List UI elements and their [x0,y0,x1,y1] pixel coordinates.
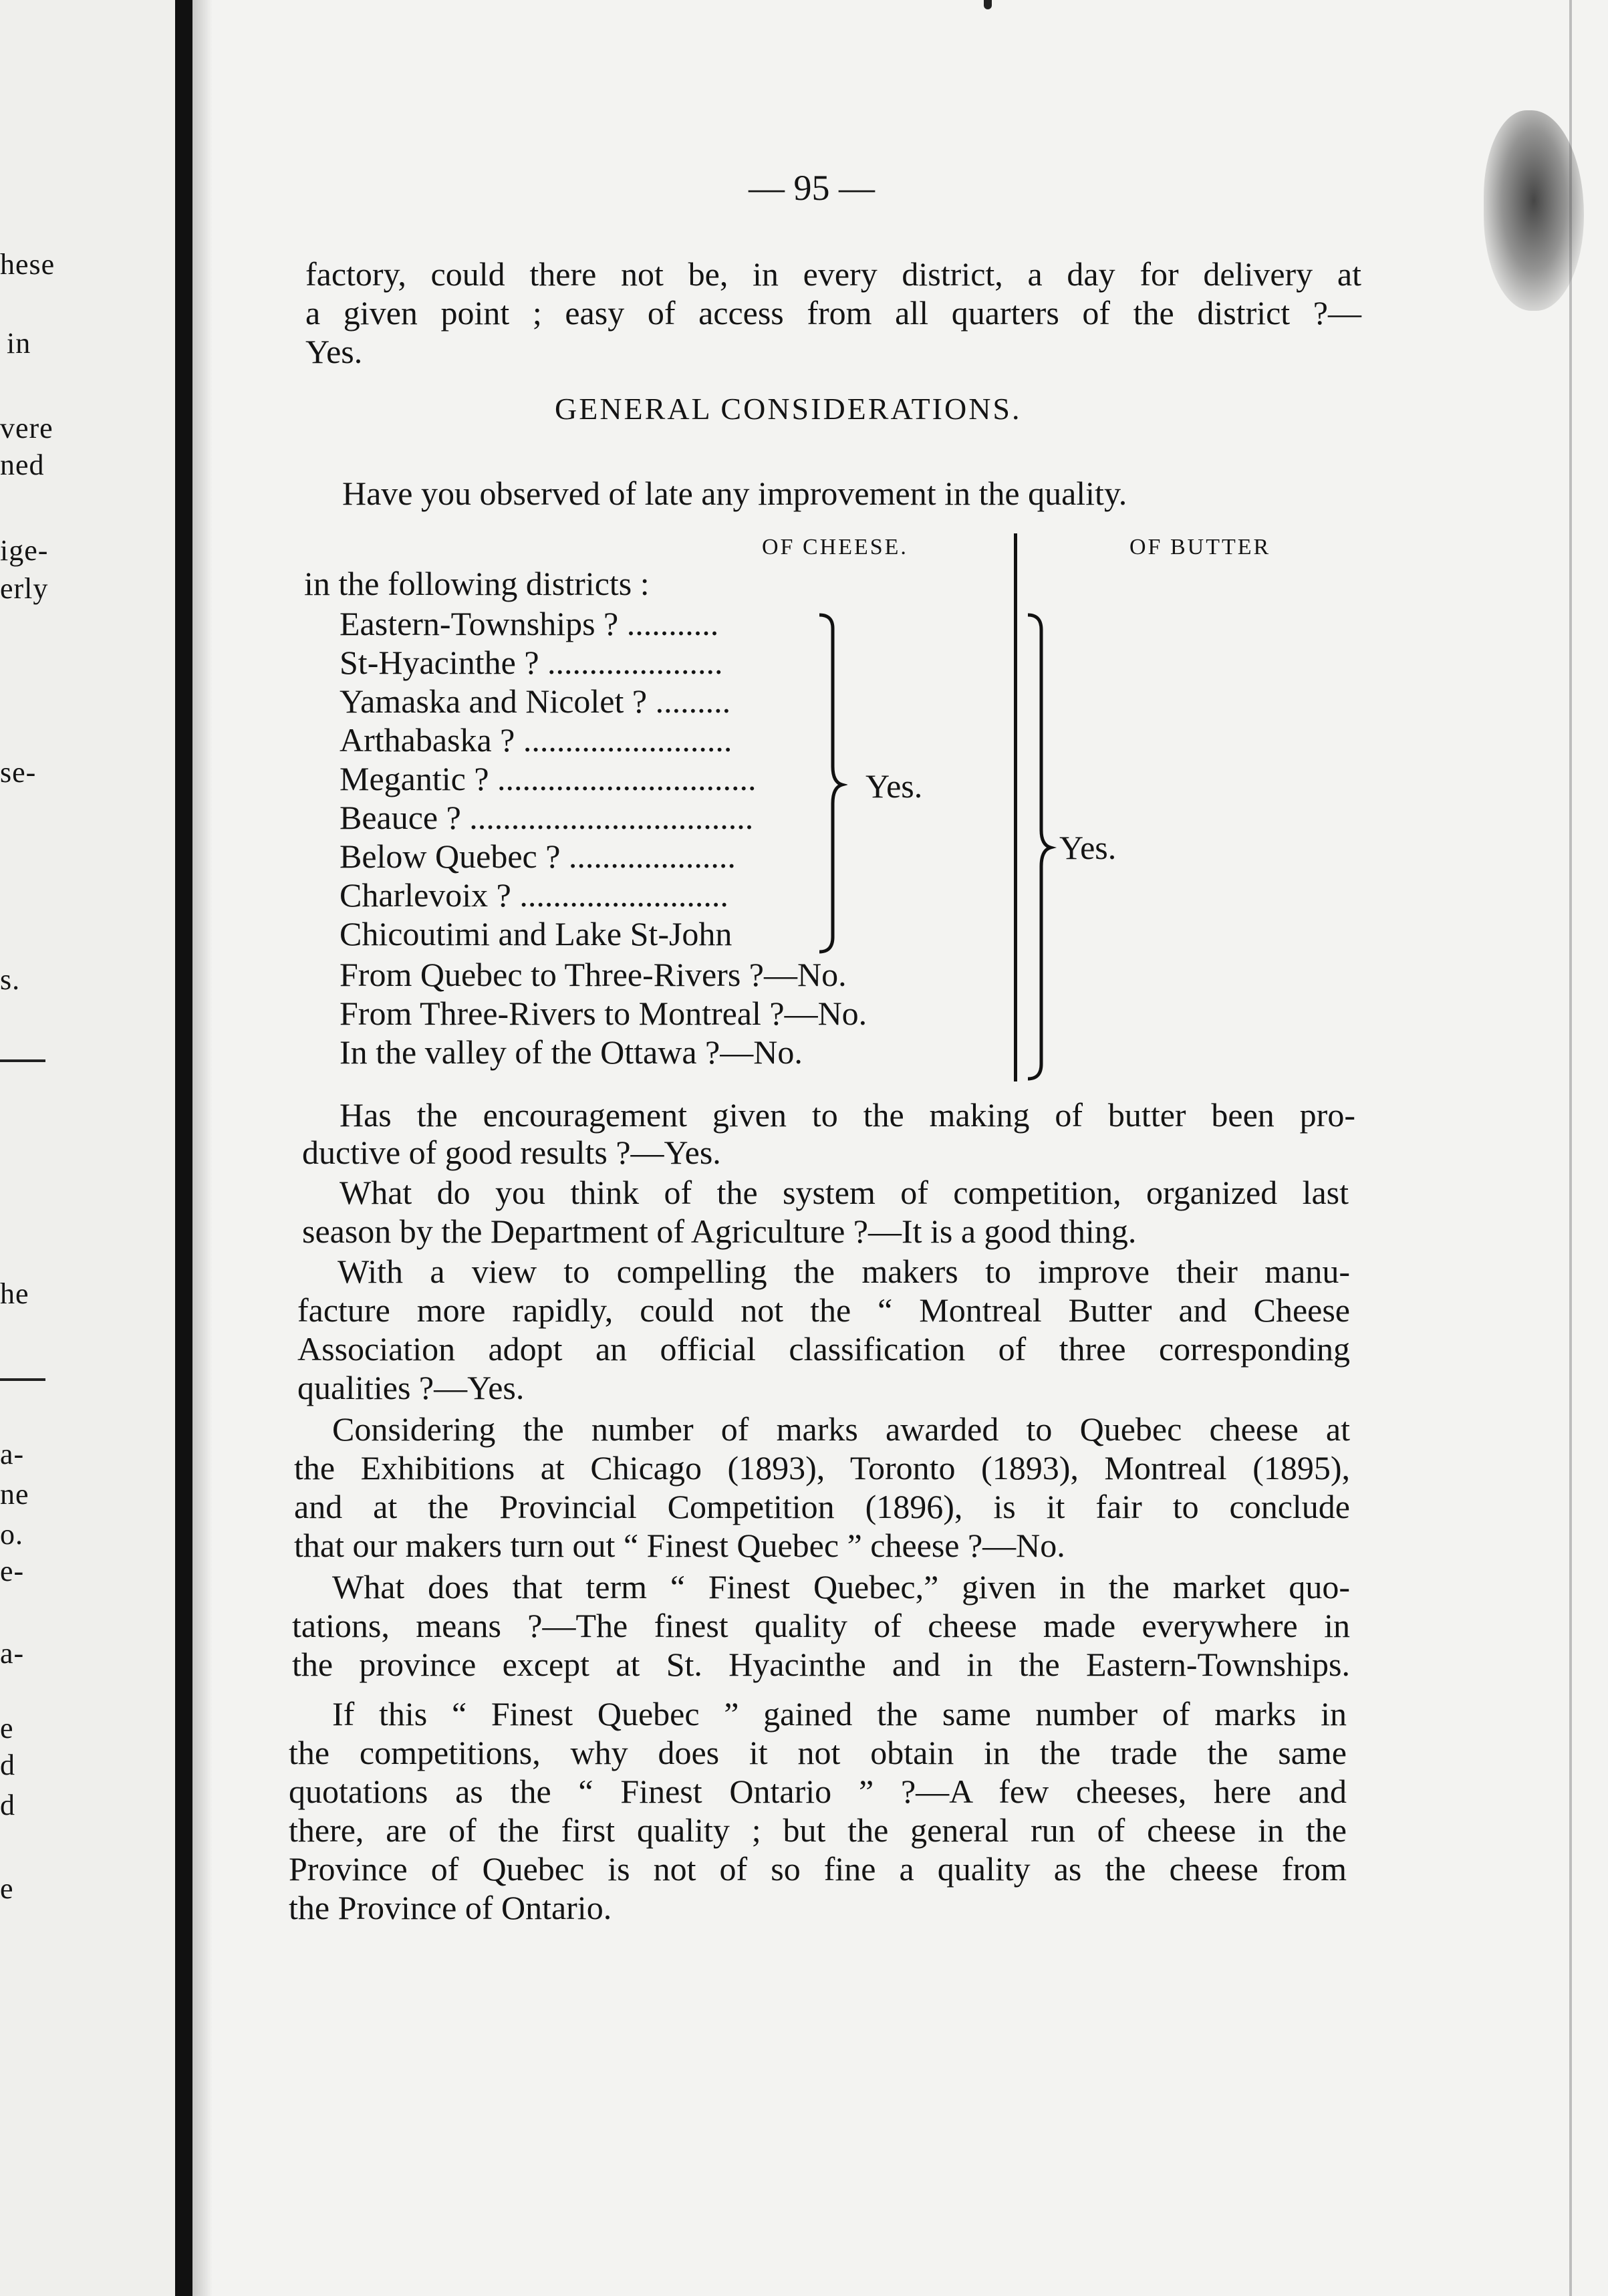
text-line: the province except at St. Hyacinthe and in the Eastern-Townships. [292,1646,1350,1683]
text-line: the Exhibitions at Chicago (1893), Toronto (1893), Montreal (1895), [294,1449,1350,1487]
text-line: a given point ; easy of access from all quarters of the district ?— [305,294,1361,332]
facing-fragment: e [0,1872,14,1905]
text-line: quotations as the “ Finest Ontario ” ?—A few cheeses, here and [289,1773,1347,1810]
no-line: In the valley of the Ottawa ?—No. [340,1033,803,1071]
question-intro: Have you observed of late any improvement in the quality. [342,475,1127,512]
facing-fragment: e [0,1712,14,1745]
text-line: that our makers turn out “ Finest Quebec ” cheese ?—No. [294,1527,1065,1564]
text-line: qualities ?—Yes. [297,1369,525,1406]
facing-fragment: a- [0,1438,25,1471]
text-line: Considering the number of marks awarded to Quebec cheese at [332,1410,1350,1448]
facing-fragment: s. [0,963,21,996]
butter-brace [1024,610,1057,1084]
facing-fragment: ige- [0,534,49,567]
districts-intro: in the following districts : [304,565,650,602]
text-line: Association adopt an official classification of three corresponding [297,1330,1350,1368]
no-line: From Quebec to Three-Rivers ?—No. [340,956,847,993]
cheese-brace [814,610,847,957]
page-edge [1569,0,1572,2296]
district-item: Charlevoix ? ......................... [340,876,728,914]
facing-fragment: hese [0,248,55,281]
district-item: Arthabaska ? ......................... [340,721,732,759]
facing-fragment: se- [0,756,37,789]
district-item: Beauce ? .................................. [340,799,754,836]
section-heading: GENERAL CONSIDERATIONS. [555,392,1022,426]
column-divider [1014,533,1017,1081]
text-line: and at the Provincial Competition (1896), is it fair to conclude [294,1488,1350,1525]
text-line: tations, means ?—The finest quality of cheese made everywhere in [292,1607,1350,1644]
cheese-answer: Yes. [865,767,923,805]
facing-fragment: erly [0,572,49,605]
text-line: If this “ Finest Quebec ” gained the same number of marks in [332,1695,1347,1733]
district-item: Chicoutimi and Lake St-John [340,915,732,952]
text-line: the Province of Ontario. [289,1889,612,1926]
text-line: season by the Department of Agriculture ?—It is a good thing. [302,1213,1137,1250]
facing-rule [0,1059,45,1062]
facing-fragment: e- [0,1555,25,1587]
facing-fragment: d [0,1789,15,1821]
district-item: St-Hyacinthe ? ..................... [340,644,723,681]
facing-fragment: ned [0,449,45,481]
text-line: facture more rapidly, could not the “ Montreal Butter and Cheese [297,1291,1350,1329]
district-item: Eastern-Townships ? ........... [340,605,719,642]
no-line: From Three-Rivers to Montreal ?—No. [340,995,867,1032]
district-item: Below Quebec ? .................... [340,838,736,875]
text-line: the competitions, why does it not obtain in the trade the same [289,1734,1347,1771]
top-mark [984,0,992,9]
text-line: Has the encouragement given to the making of butter been pro- [340,1096,1355,1134]
book-gutter [175,0,192,2296]
text-line: Province of Quebec is not of so fine a quality as the cheese from [289,1850,1347,1888]
gutter-shadow [192,0,213,2296]
text-line: What do you think of the system of competition, organized last [340,1174,1349,1211]
text-line: Yes. [305,333,363,370]
text-line: What does that term “ Finest Quebec,” given in the market quo- [332,1568,1350,1606]
text-line: ductive of good results ?—Yes. [302,1134,721,1171]
butter-answer: Yes. [1059,829,1117,866]
district-item: Yamaska and Nicolet ? ......... [340,682,731,720]
text-line: factory, could there not be, in every district, a day for delivery at [305,255,1361,293]
district-item: Megantic ? ............................... [340,760,757,797]
facing-fragment: in [7,327,31,360]
facing-fragment: vere [0,412,53,444]
column-butter-header: OF BUTTER [1129,535,1271,559]
facing-fragment: o. [0,1518,23,1551]
text-line: there, are of the first quality ; but the general run of cheese in the [289,1811,1347,1849]
facing-fragment: ne [0,1478,29,1511]
facing-fragment: he [0,1277,29,1310]
facing-fragment: a- [0,1637,25,1670]
facing-fragment: d [0,1749,15,1781]
facing-page [0,0,175,2296]
page-number: — 95 — [749,168,875,208]
facing-rule [0,1378,45,1381]
column-cheese-header: OF CHEESE. [762,535,908,559]
text-line: With a view to compelling the makers to improve their manu- [338,1253,1350,1290]
